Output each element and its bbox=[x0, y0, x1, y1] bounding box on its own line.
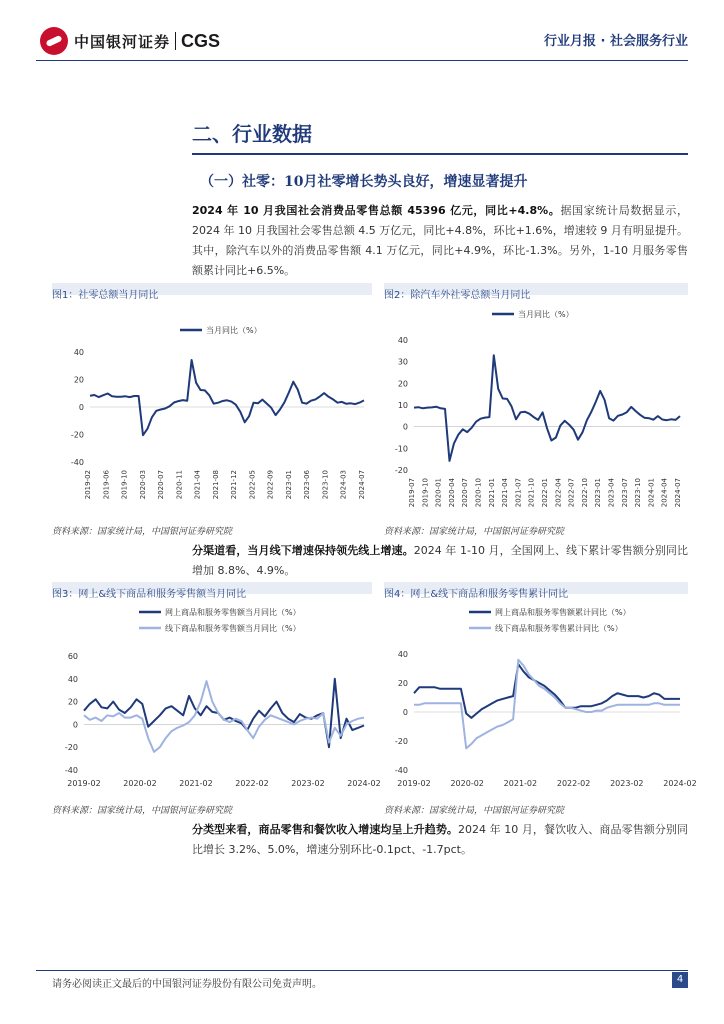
x-tick-label: 2019-06 bbox=[102, 470, 111, 500]
x-tick-label: 2021-12 bbox=[230, 470, 239, 500]
x-tick-label: 2019-02 bbox=[397, 779, 431, 788]
series-line bbox=[84, 681, 364, 752]
logo-divider bbox=[175, 32, 176, 50]
figure-1-title-bar bbox=[52, 283, 372, 301]
x-tick-label: 2023-02 bbox=[610, 779, 644, 788]
figure-4-source: 资料来源：国家统计局，中国银河证券研究院 bbox=[384, 806, 565, 816]
paragraph-1-body: 据国家统计局数据显示，2024 年 10 月我国社会零售总额 4.5 万亿元，同比+4.8%，环比+1.6%，增速较 9 月有明显提升。其中，除汽车以外的消费品零售额 4.1 万亿元，同比+4.9%，环比-1.3%。另外，1-10 月服务零售额累计同比+6.5%。 bbox=[192, 204, 688, 277]
paragraph-2 bbox=[192, 541, 688, 581]
y-tick-label: -20 bbox=[394, 737, 408, 746]
x-tick-label: 2024-03 bbox=[339, 470, 348, 500]
legend-label: 当月同比（%） bbox=[206, 326, 262, 335]
x-tick-label: 2021-04 bbox=[193, 470, 202, 500]
x-tick-label: 2021-10 bbox=[527, 478, 536, 508]
series-line bbox=[90, 360, 364, 435]
x-tick-label: 2021-08 bbox=[211, 470, 220, 500]
y-tick-label: 20 bbox=[397, 679, 408, 688]
x-tick-label: 2020-04 bbox=[447, 478, 456, 508]
logo-en-text: CGS bbox=[181, 30, 221, 51]
y-tick-label: -40 bbox=[394, 766, 408, 775]
figure-3-source: 资料来源：国家统计局，中国银河证券研究院 bbox=[52, 806, 233, 816]
y-tick-label: 0 bbox=[72, 720, 78, 730]
x-tick-label: 2022-09 bbox=[266, 470, 275, 500]
chart-3 bbox=[52, 598, 381, 798]
x-tick-label: 2022-02 bbox=[556, 779, 591, 788]
page-number: 4 bbox=[672, 972, 688, 988]
x-tick-label: 2024-02 bbox=[663, 779, 697, 788]
paragraph-3-body: 2024 年 10 月，餐饮收入、商品零售额分别同比增长 3.2%、5.0%，增速分别环比-0.1pct、-1.7pct。 bbox=[192, 823, 689, 856]
y-tick-label: 20 bbox=[397, 379, 408, 389]
series-line bbox=[414, 660, 680, 749]
figure-2-source: 资料来源：国家统计局，中国银河证券研究院 bbox=[384, 527, 565, 537]
footer-divider bbox=[36, 970, 688, 971]
series-line bbox=[414, 355, 680, 461]
x-tick-label: 2023-06 bbox=[303, 470, 312, 500]
x-tick-label: 2022-01 bbox=[541, 478, 549, 508]
x-tick-label: 2024-07 bbox=[674, 478, 682, 508]
y-tick-label: -20 bbox=[394, 466, 408, 475]
x-tick-label: 2020-03 bbox=[138, 470, 147, 500]
x-tick-label: 2019-10 bbox=[120, 470, 129, 500]
chart-4 bbox=[384, 598, 697, 798]
y-tick-label: -10 bbox=[394, 444, 408, 454]
chart-1 bbox=[52, 300, 372, 522]
paragraph-2-lead: 分渠道看，当月线下增速保持领先线上增速。 bbox=[192, 544, 414, 557]
legend-label: 线下商品和服务零售累计同比（%） bbox=[495, 624, 623, 633]
paragraph-3 bbox=[192, 820, 688, 860]
x-tick-label: 2022-02 bbox=[235, 779, 269, 788]
y-tick-label: 0 bbox=[78, 403, 84, 412]
figure-1-title: 图1：社零总额当月同比 bbox=[52, 290, 159, 301]
x-tick-label: 2022-07 bbox=[567, 478, 576, 508]
figure-4-title-bar bbox=[384, 582, 688, 600]
y-tick-label: 10 bbox=[397, 401, 408, 410]
x-tick-label: 2021-01 bbox=[487, 478, 496, 508]
x-tick-label: 2023-10 bbox=[634, 478, 643, 508]
section-divider bbox=[192, 153, 688, 155]
figure-3-title: 图3：网上&线下商品和服务零售额当月同比 bbox=[52, 589, 247, 600]
x-tick-label: 2023-01 bbox=[594, 478, 603, 508]
x-tick-label: 2022-04 bbox=[554, 478, 563, 508]
x-tick-label: 2024-02 bbox=[347, 779, 381, 788]
legend-label: 当月同比（%） bbox=[518, 310, 574, 319]
legend-label: 线下商品和服务零售额当月同比（%） bbox=[165, 624, 301, 633]
header-divider bbox=[36, 60, 688, 61]
y-tick-label: 20 bbox=[67, 697, 78, 707]
x-tick-label: 2020-07 bbox=[461, 478, 470, 508]
y-tick-label: 0 bbox=[402, 422, 408, 432]
y-tick-label: 30 bbox=[397, 357, 408, 367]
subsection-title: （一）社零：10月社零增长势头良好，增速显著提升 bbox=[200, 174, 528, 190]
figure-3-title-bar bbox=[52, 582, 372, 600]
x-tick-label: 2020-02 bbox=[450, 779, 484, 788]
x-tick-label: 2019-10 bbox=[421, 478, 430, 508]
chart-2 bbox=[384, 300, 688, 522]
x-tick-label: 2021-04 bbox=[501, 478, 510, 508]
x-tick-label: 2022-10 bbox=[580, 478, 589, 508]
y-tick-label: 0 bbox=[402, 708, 408, 717]
x-tick-label: 2024-01 bbox=[647, 478, 656, 508]
x-tick-label: 2023-04 bbox=[607, 478, 616, 508]
x-tick-label: 2024-07 bbox=[358, 470, 366, 500]
x-tick-label: 2020-11 bbox=[175, 470, 184, 500]
y-tick-label: 40 bbox=[67, 674, 78, 684]
x-tick-label: 2024-04 bbox=[660, 478, 669, 508]
x-tick-label: 2023-10 bbox=[321, 470, 330, 500]
paragraph-2-body: 2024 年 1-10 月，全国网上、线下累计零售额分别同比增加 8.8%、4.9%。 bbox=[192, 544, 688, 577]
x-tick-label: 2020-02 bbox=[123, 779, 157, 788]
disclaimer-note: 请务必阅读正文最后的中国银河证券股份有限公司免责声明。 bbox=[52, 979, 322, 990]
y-tick-label: 40 bbox=[397, 336, 408, 345]
report-category: 行业月报 · 社会服务行业 bbox=[544, 34, 688, 49]
x-tick-label: 2023-01 bbox=[284, 470, 293, 500]
x-tick-label: 2020-07 bbox=[157, 470, 166, 500]
legend-label: 网上商品和服务零售额累计同比（%） bbox=[495, 608, 631, 617]
figure-2-title-bar bbox=[384, 283, 688, 301]
x-tick-label: 2023-02 bbox=[291, 779, 325, 788]
y-tick-label: 40 bbox=[73, 348, 84, 357]
x-tick-label: 2020-01 bbox=[434, 478, 443, 508]
x-tick-label: 2019-02 bbox=[84, 470, 92, 500]
y-tick-label: -20 bbox=[64, 743, 78, 753]
logo-cn-text: 中国银河证券 bbox=[74, 32, 171, 51]
logo-icon bbox=[40, 27, 68, 55]
figure-1-source: 资料来源：国家统计局，中国银河证券研究院 bbox=[52, 527, 233, 537]
x-tick-label: 2022-05 bbox=[248, 470, 257, 500]
paragraph-1 bbox=[192, 201, 688, 281]
paragraph-1-lead: 2024 年 10 月我国社会消费品零售总额 45396 亿元，同比+4.8%。 bbox=[192, 204, 561, 217]
x-tick-label: 2023-07 bbox=[620, 478, 629, 508]
section-title: 二、行业数据 bbox=[192, 122, 312, 146]
y-tick-label: 20 bbox=[73, 375, 84, 385]
x-tick-label: 2020-10 bbox=[474, 478, 483, 508]
legend-label: 网上商品和服务零售额当月同比（%） bbox=[165, 608, 301, 617]
paragraph-3-lead: 分类型来看，商品零售和餐饮收入增速均呈上升趋势。 bbox=[192, 823, 459, 836]
y-tick-label: 60 bbox=[67, 652, 78, 661]
y-tick-label: -40 bbox=[64, 766, 78, 775]
x-tick-label: 2021-02 bbox=[179, 779, 213, 788]
x-tick-label: 2021-07 bbox=[514, 478, 523, 508]
y-tick-label: -20 bbox=[70, 430, 84, 440]
x-tick-label: 2019-02 bbox=[67, 779, 101, 788]
y-tick-label: 40 bbox=[397, 650, 408, 659]
brand-logo bbox=[40, 24, 220, 58]
y-tick-label: -40 bbox=[70, 458, 84, 467]
x-tick-label: 2021-02 bbox=[503, 779, 538, 788]
figure-4-title: 图4：网上&线下商品和服务零售累计同比 bbox=[384, 589, 569, 600]
figure-2-title: 图2：除汽车外社零总额当月同比 bbox=[384, 290, 531, 301]
x-tick-label: 2019-07 bbox=[408, 478, 416, 508]
